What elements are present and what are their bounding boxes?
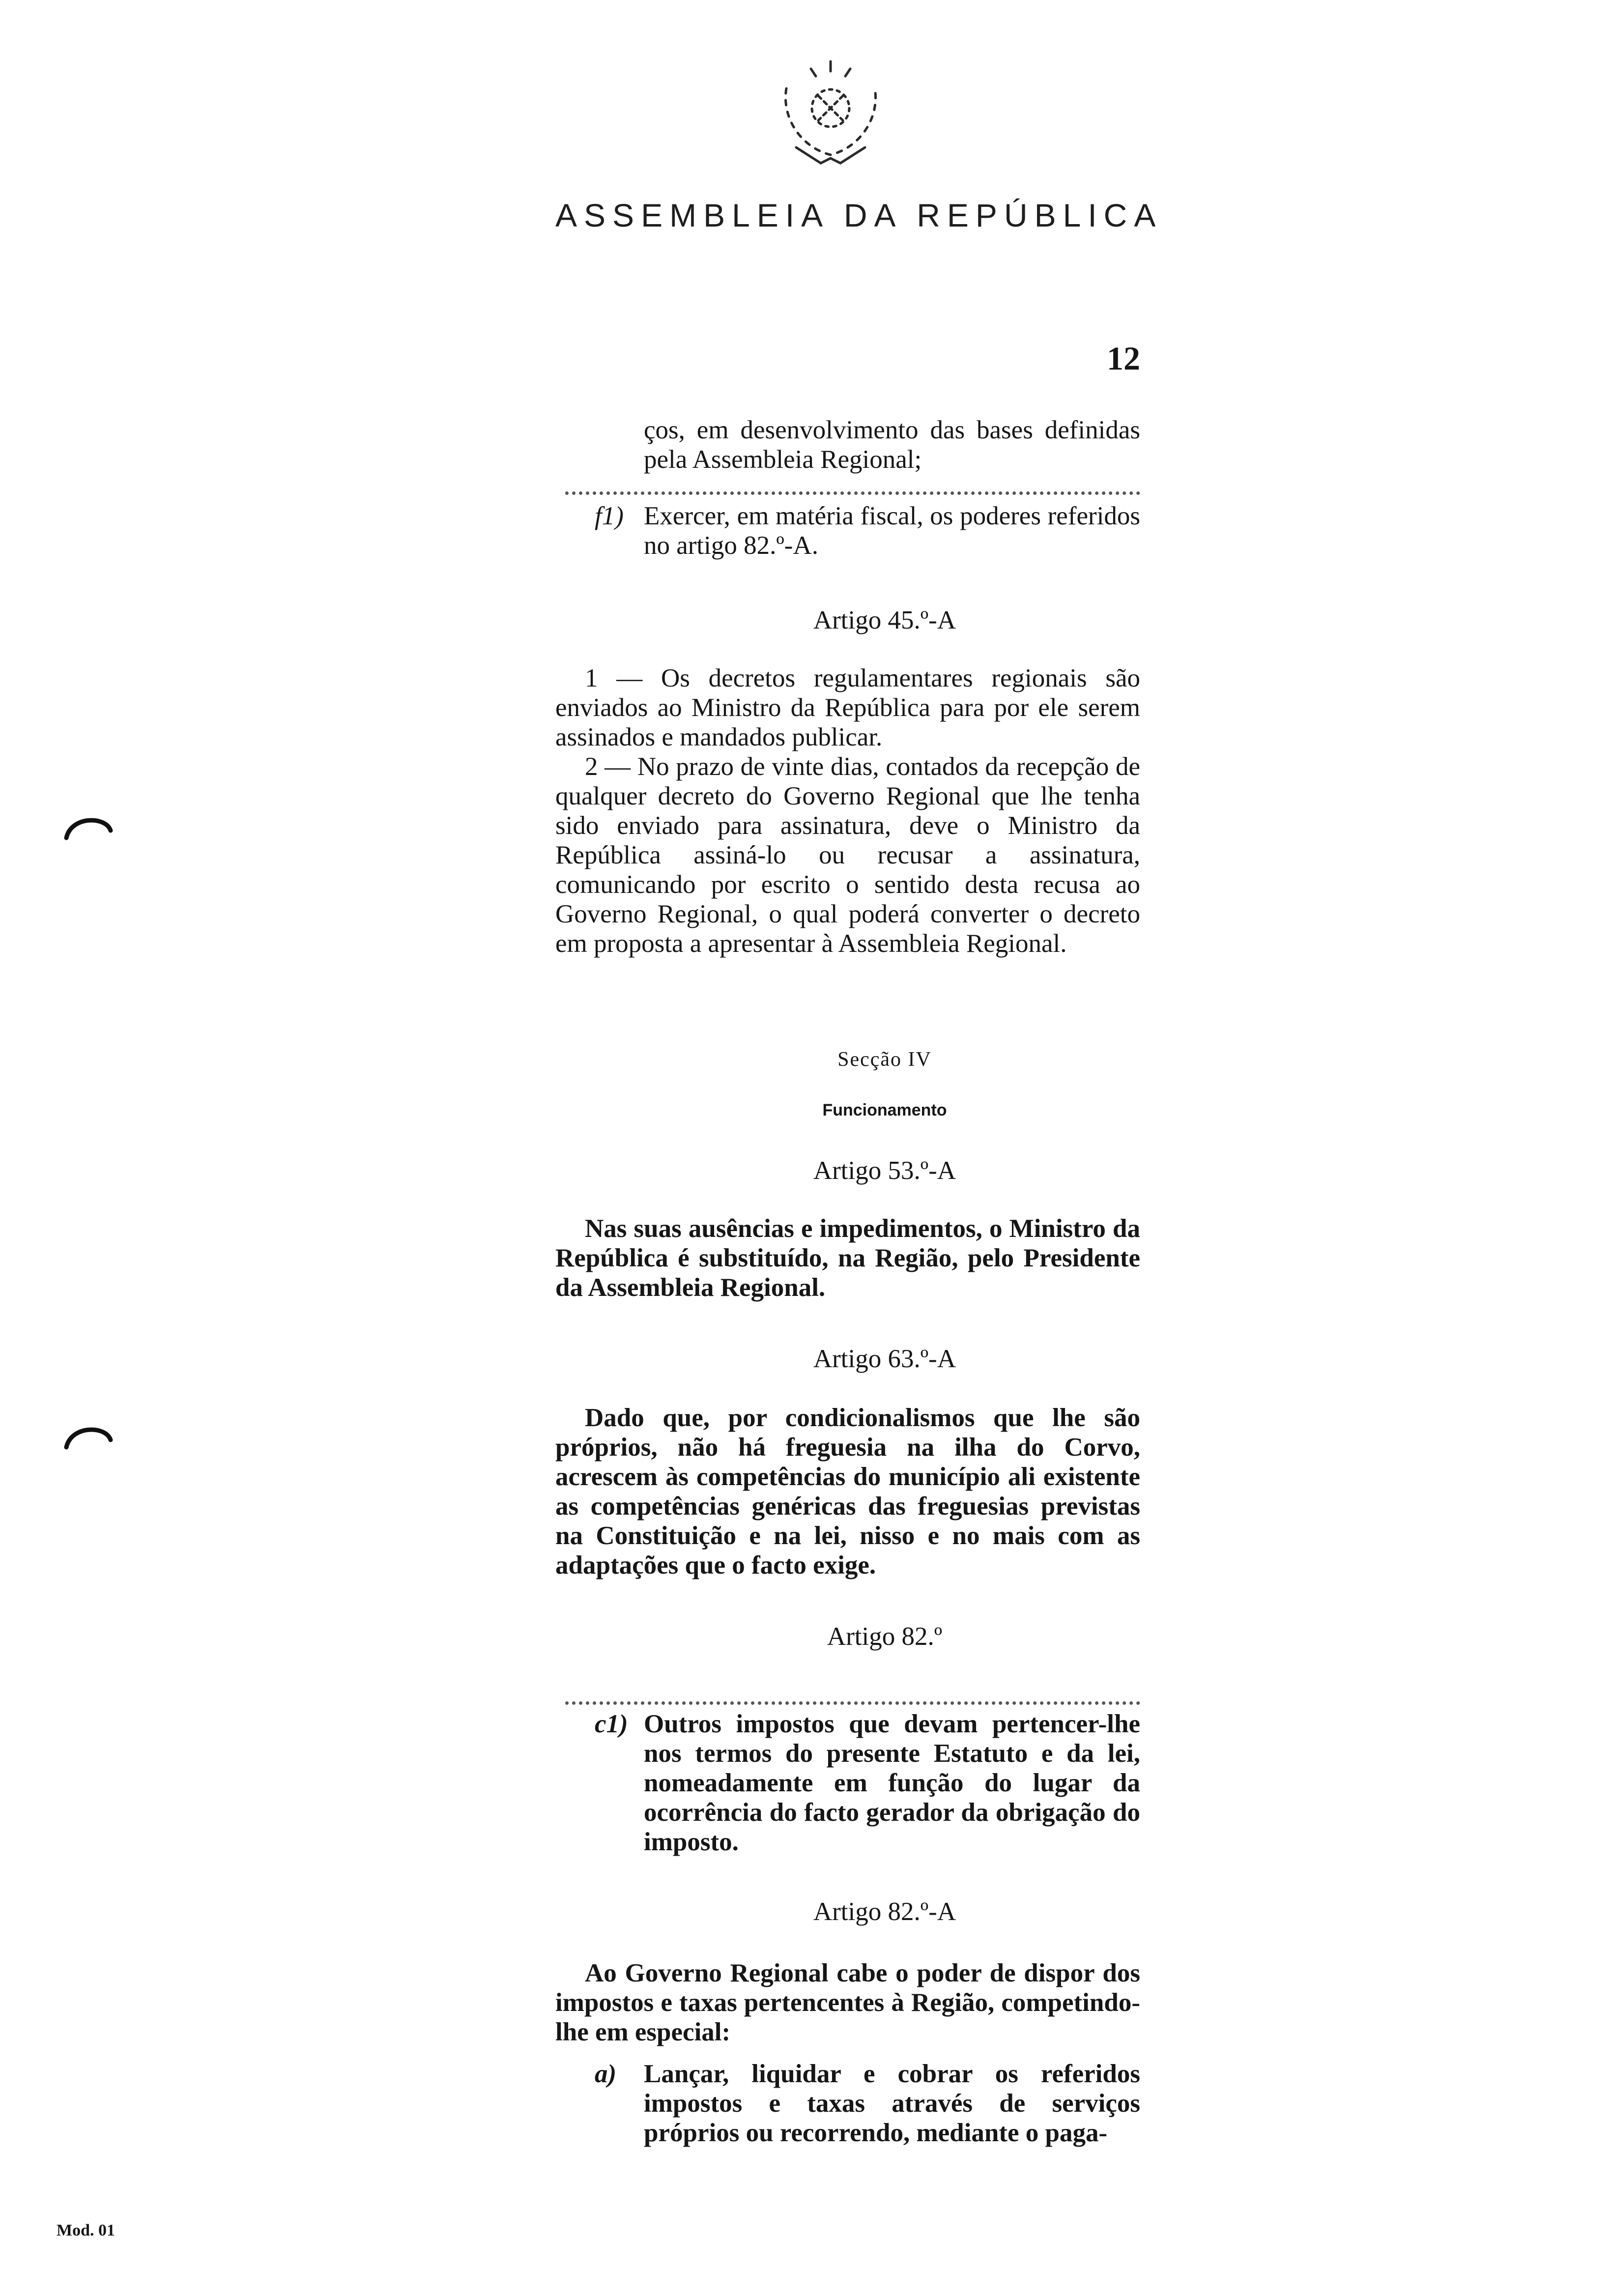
binder-hole-mark-icon bbox=[61, 811, 115, 840]
article-63a-title: Artigo 63.º-A bbox=[813, 1345, 956, 1373]
article-53a-paragraph: Nas suas ausências e impedimentos, o Ministro da República é substituído, na Região, pelo Presidente da Assembleia Regional. bbox=[555, 1214, 1140, 1302]
list-item-f1 bbox=[595, 501, 1140, 560]
page-number: 12 bbox=[1107, 340, 1140, 377]
list-item-a bbox=[595, 2059, 1140, 2148]
item-text: Exercer, em matéria fiscal, os poderes referidos no artigo 82.º-A. bbox=[644, 502, 1140, 560]
form-code: Mod. 01 bbox=[57, 2221, 115, 2239]
list-item-c1 bbox=[595, 1709, 1140, 1857]
article-45a-paragraph-2: 2 — No prazo de vinte dias, contados da recepção de qualquer decreto do Governo Regional que lhe tenha sido enviado para assinatura, deve o Ministro da República assiná-lo ou recusar a assinatura, comunicando por escrito o sentido desta recusa ao Governo Regional, o qual poderá converter o decreto em proposta a apresentar à Assembleia Regional. bbox=[555, 752, 1140, 958]
article-63a-paragraph: Dado que, por condicionalismos que lhe são próprios, não há freguesia na ilha do Corvo, acrescem às competências do município ali existente as competências genéricas das freguesias previstas na Constituição e na lei, nisso e no mais com as adaptações que o facto exige. bbox=[555, 1404, 1140, 1579]
ellipsis-divider bbox=[565, 491, 1140, 495]
section-subtitle: Funcionamento bbox=[822, 1101, 947, 1119]
item-text: Lançar, liquidar e cobrar os referidos impostos e taxas através de serviços próprios ou recorrendo, mediante o paga- bbox=[644, 2060, 1140, 2147]
article-82-title: Artigo 82.º bbox=[827, 1622, 943, 1651]
article-53a-title: Artigo 53.º-A bbox=[813, 1156, 956, 1185]
section-title: Secção IV bbox=[837, 1048, 932, 1071]
item-label: f1) bbox=[595, 502, 624, 530]
article-82a-title: Artigo 82.º-A bbox=[813, 1897, 956, 1926]
continuation-text: ços, em desenvolvimento das bases definidas pela Assembleia Regional; bbox=[644, 416, 1140, 474]
item-label: c1) bbox=[595, 1710, 628, 1738]
article-82a-paragraph: Ao Governo Regional cabe o poder de dispor dos impostos e taxas pertencentes à Região, competindo-lhe em especial: bbox=[555, 1959, 1140, 2046]
republic-emblem-icon bbox=[767, 49, 894, 172]
ellipsis-divider bbox=[565, 1701, 1140, 1705]
institution-header: ASSEMBLEIA DA REPÚBLICA bbox=[555, 197, 1163, 233]
article-45a-title: Artigo 45.º-A bbox=[813, 606, 956, 634]
article-45a-paragraph-1: 1 — Os decretos regulamentares regionais são enviados ao Ministro da República para por ele serem assinados e mandados publicar. bbox=[555, 664, 1140, 751]
item-label: a) bbox=[595, 2060, 617, 2088]
item-text: Outros impostos que devam pertencer-lhe nos termos do presente Estatuto e da lei, nomeadamente em função do lugar da ocorrência do facto gerador da obrigação do imposto. bbox=[644, 1710, 1140, 1856]
binder-hole-mark-icon bbox=[61, 1420, 115, 1450]
